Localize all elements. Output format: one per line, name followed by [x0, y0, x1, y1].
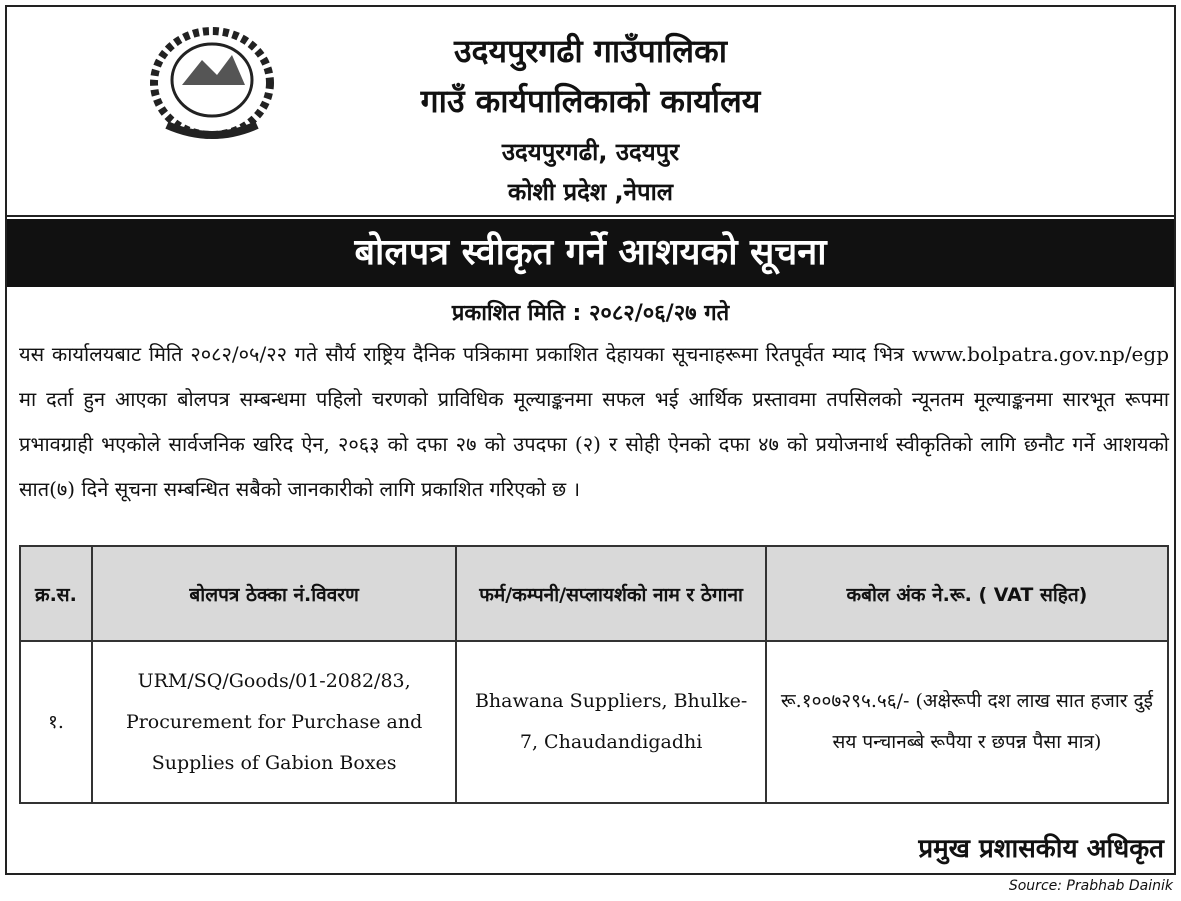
cell-amount: रू.१००७२९५.५६/- (अक्षेरूपी दश लाख सात हजार दुई सय पन्चानब्बे रूपैया र छपन्न पैसा मात्र): [766, 641, 1168, 803]
table-row: [20, 641, 1168, 803]
notice-body: यस कार्यालयबाट मिति २०८२/०५/२२ गते सौर्य राष्ट्रिय दैनिक पत्रिकामा प्रकाशित देहायका सूचनाहरूमा रितपूर्वत म्याद भित्र www.bolpatra.gov.np/egp मा दर्ता हुन आएका बोलपत्र सम्बन्धमा पहिलो चरणको प्राविधिक मूल्याङ्कनमा सफल भई आर्थिक प्रस्तावमा तपसिलको न्यूनतम मूल्याङ्कनमा सारभूत रूपमा प्रभावग्राही भएकोले सार्वजनिक खरिद ऐन, २०६३ को दफा २७ को उपदफा (२) र सोही ऐनको दफा ४७ को प्रयोजनार्थ स्वीकृतिको लागि छनौट गर्ने आशयको सात(७) दिने सूचना सम्बन्धित सबैको जानकारीको लागि प्रकाशित गरिएको छ ।: [19, 342, 1169, 501]
signatory: प्रमुख प्रशासकीय अधिकृत: [918, 834, 1164, 864]
header: [7, 7, 1174, 217]
cell-contract: URM/SQ/Goods/01-2082/83, Procurement for Purchase and Supplies of Gabion Boxes: [92, 641, 456, 803]
office-address: उदयपुरगढी, उदयपुर: [501, 138, 680, 166]
office-name: गाउँ कार्यपालिकाको कार्यालय: [420, 82, 761, 120]
col-amount: कबोल अंक ने.रू. ( VAT सहित): [766, 546, 1168, 641]
published-date: प्रकाशित मिति : २०८२/०६/२७ गते: [451, 301, 730, 326]
notice-title: बोलपत्र स्वीकृत गर्ने आशयको सूचना: [7, 219, 1174, 287]
col-serial: क्र.स.: [20, 546, 92, 641]
award-table: [19, 545, 1169, 804]
notice-frame: [5, 5, 1176, 875]
source-credit: Source: Prabhab Dainik: [1008, 878, 1173, 894]
cell-firm: Bhawana Suppliers, Bhulke-7, Chaudandigadhi: [456, 641, 766, 803]
col-contract: बोलपत्र ठेक्का नं.विवरण: [92, 546, 456, 641]
province-country: कोशी प्रदेश ,नेपाल: [507, 178, 674, 206]
col-firm: फर्म/कम्पनी/सप्लायर्शको नाम र ठेगाना: [456, 546, 766, 641]
cell-serial: १.: [20, 641, 92, 803]
municipality-name: उदयपुरगढी गाउँपालिका: [454, 32, 727, 70]
table-header-row: [20, 546, 1168, 641]
